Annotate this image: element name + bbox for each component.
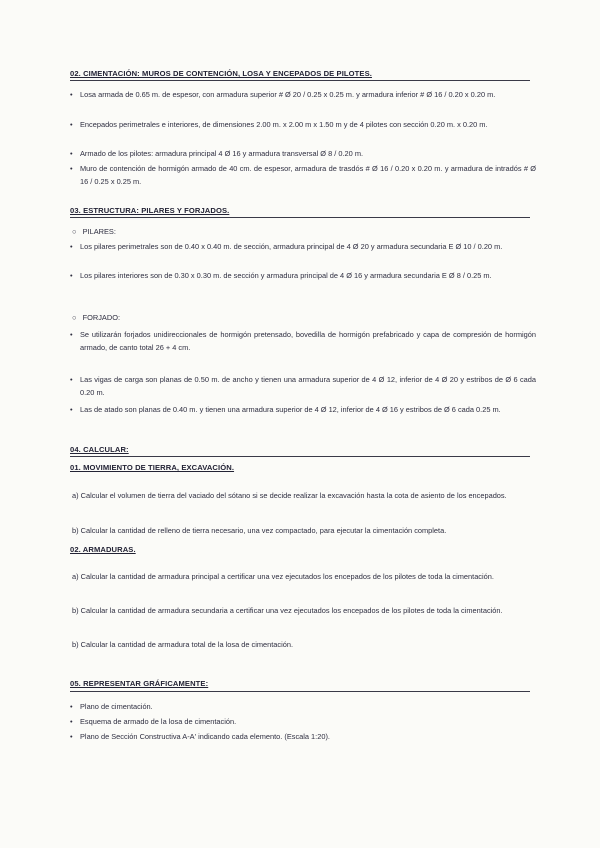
bullet: • bbox=[70, 330, 73, 339]
bullet: • bbox=[70, 732, 73, 741]
list-item: • Plano de cimentación. bbox=[70, 700, 536, 713]
bullet: • bbox=[70, 375, 73, 384]
question-text: b) Calcular la cantidad de armadura secundaria a certificar una vez ejecutados los encepados de los pilotes de toda la cimentación. bbox=[72, 606, 503, 615]
list-item: • Se utilizarán forjados unidireccionales de hormigón pretensado, bovedilla de hormigón prefabricado y capa de compresión de hormigón armado, de canto total 26 + 4 cm. bbox=[70, 330, 536, 353]
subsection-heading-movimiento: 01. MOVIMIENTO DE TIERRA, EXCAVACIÓN. bbox=[70, 463, 235, 472]
question-text: a) Calcular la cantidad de armadura principal a certificar una vez ejecutados los encepados de los pilotes de toda la cimentación. bbox=[72, 572, 494, 581]
divider bbox=[70, 80, 530, 81]
bullet: • bbox=[70, 164, 73, 173]
divider bbox=[70, 691, 530, 692]
list-item: • Muro de contención de hormigón armado de 40 cm. de espesor, armadura de trasdós # Ø 16 / 0.20 x 0.20 m. y armadura de intradós # Ø 16 / 0.25 x 0.25 m. bbox=[70, 164, 536, 187]
bullet: • bbox=[70, 149, 73, 158]
bullet: • bbox=[70, 717, 73, 726]
list-item: • Las vigas de carga son planas de 0.50 m. de ancho y tienen una armadura superior de 4 Ø 12, inferior de 4 Ø 20 y estribos de Ø 6 cada 0.20 m. bbox=[70, 375, 536, 398]
question-text: b) Calcular la cantidad de armadura total de la losa de cimentación. bbox=[72, 640, 294, 649]
subheading-forjado: ○ FORJADO: bbox=[72, 313, 121, 322]
divider bbox=[70, 217, 530, 218]
question-text: a) Calcular el volumen de tierra del vaciado del sótano si se decide realizar la excavación hasta la cota de asiento de los encepados. bbox=[72, 491, 507, 500]
bullet: • bbox=[70, 120, 73, 129]
section-heading-cimentacion: 02. CIMENTACIÓN: MUROS DE CONTENCIÓN, LOSA Y ENCEPADOS DE PILOTES. bbox=[70, 69, 372, 78]
subsection-heading-armaduras: 02. ARMADURAS. bbox=[70, 545, 136, 554]
bullet: • bbox=[70, 90, 73, 99]
list-item: • Losa armada de 0.65 m. de espesor, con armadura superior # Ø 20 / 0.25 x 0.25 m. y armadura inferior # Ø 16 / 0.20 x 0.20 m. bbox=[70, 88, 536, 101]
divider bbox=[70, 456, 530, 457]
question-text: b) Calcular la cantidad de relleno de tierra necesario, una vez compactado, para ejecutar la cimentación completa. bbox=[72, 526, 447, 535]
list-item: • Esquema de armado de la losa de cimentación. bbox=[70, 715, 536, 728]
section-heading-calcular: 04. CALCULAR: bbox=[70, 445, 129, 454]
bullet: • bbox=[70, 242, 73, 251]
list-item: • Armado de los pilotes: armadura principal 4 Ø 16 y armadura transversal Ø 8 / 0.20 m. bbox=[70, 147, 536, 160]
list-item: • Los pilares perimetrales son de 0.40 x 0.40 m. de sección, armadura principal de 4 Ø 20 y armadura secundaria E Ø 10 / 0.20 m. bbox=[70, 240, 536, 253]
bullet: • bbox=[70, 702, 73, 711]
list-item: • Los pilares interiores son de 0.30 x 0.30 m. de sección y armadura principal de 4 Ø 16 y armadura secundaria E Ø 8 / 0.25 m. bbox=[70, 269, 536, 282]
subheading-pilares: ○ PILARES: bbox=[72, 227, 116, 236]
list-item: • Encepados perimetrales e interiores, de dimensiones 2.00 m. x 2.00 m x 1.50 m y de 4 pilotes con sección 0.20 m. x 0.20 m. bbox=[70, 118, 536, 131]
list-item: • Plano de Sección Constructiva A-A' indicando cada elemento. (Escala 1:20). bbox=[70, 730, 536, 743]
section-heading-representar: 05. REPRESENTAR GRÁFICAMENTE: bbox=[70, 679, 209, 688]
bullet: • bbox=[70, 271, 73, 280]
bullet: • bbox=[70, 405, 73, 414]
list-item: • Las de atado son planas de 0.40 m. y tienen una armadura superior de 4 Ø 12, inferior de 4 Ø 16 y estribos de Ø 6 cada 0.25 m. bbox=[70, 403, 536, 416]
section-heading-estructura: 03. ESTRUCTURA: PILARES Y FORJADOS. bbox=[70, 206, 230, 215]
